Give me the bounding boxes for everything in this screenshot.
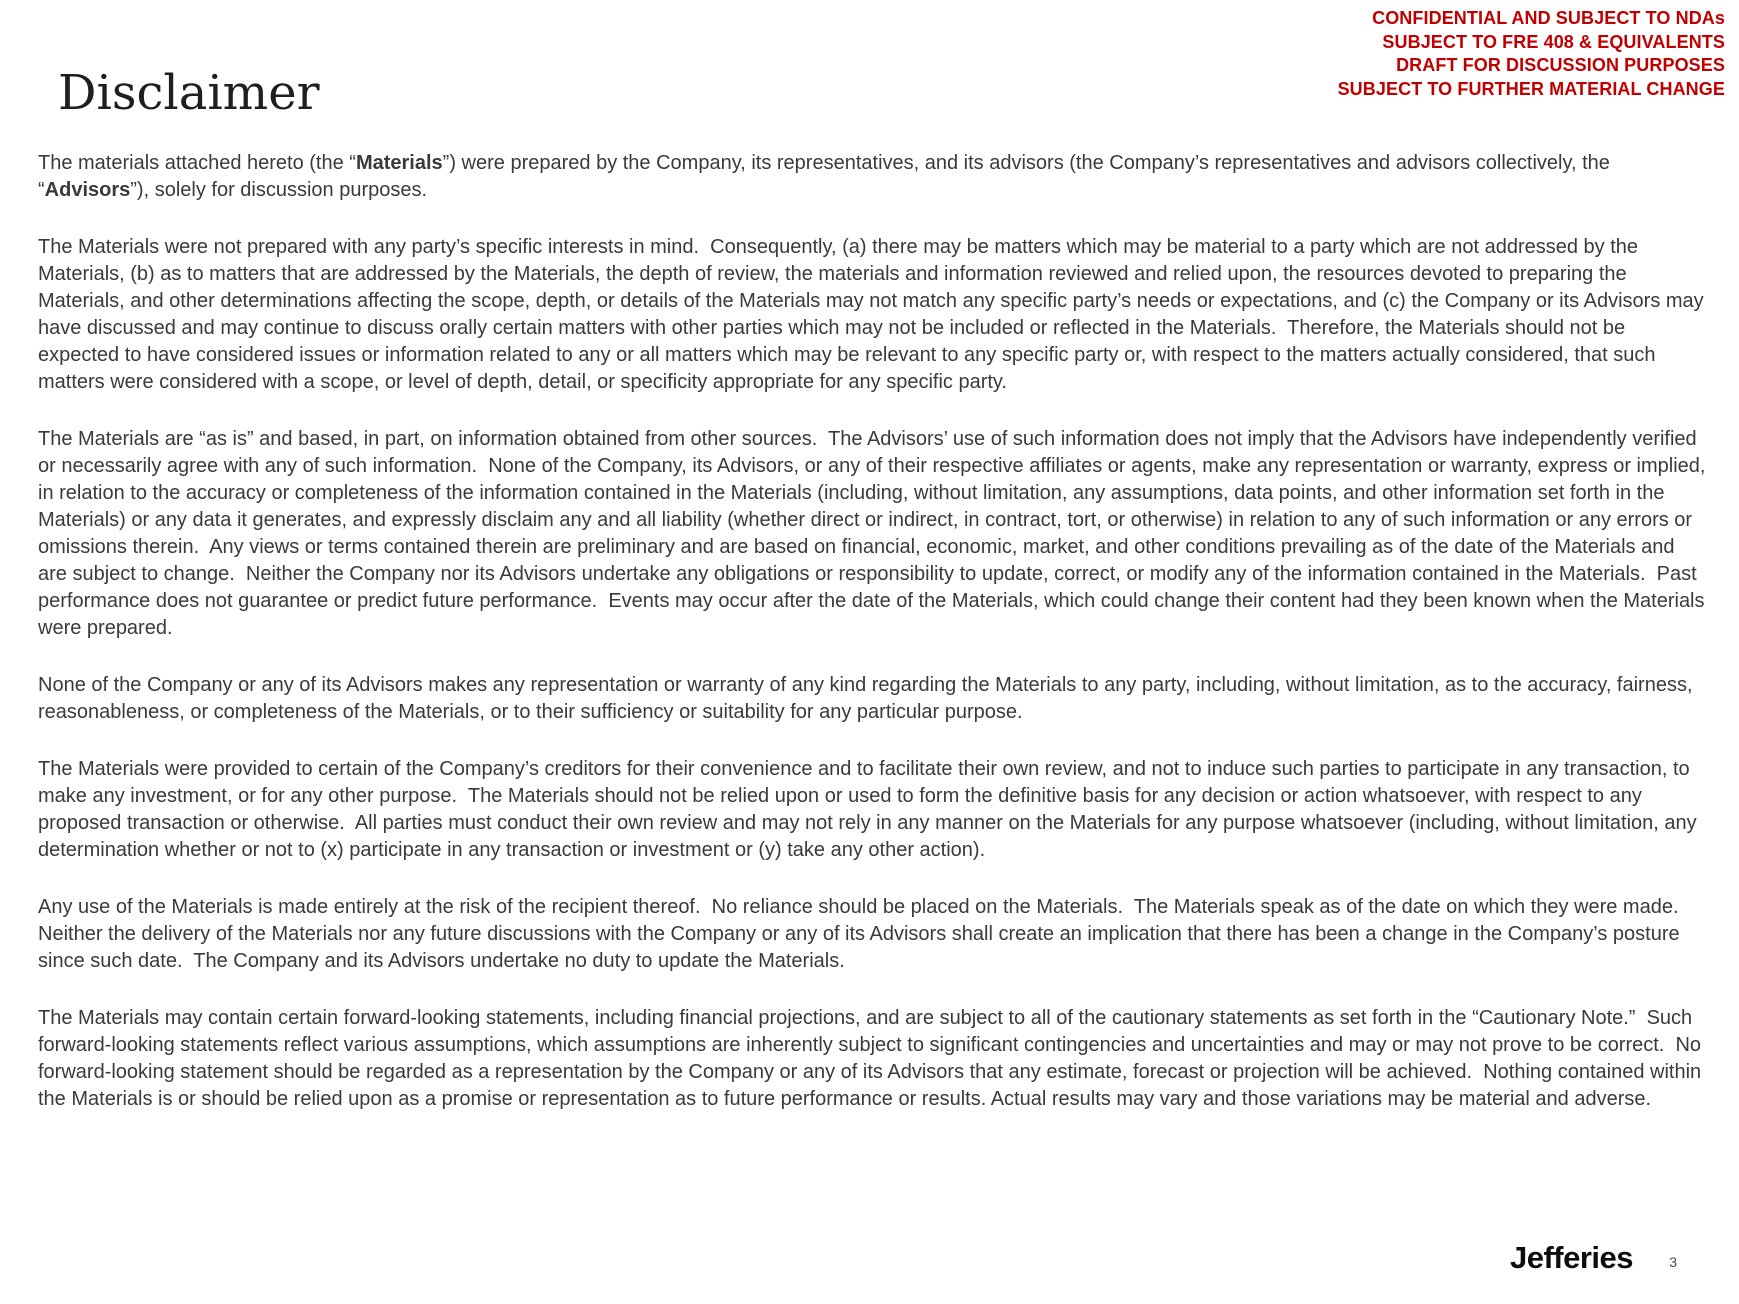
paragraph: Any use of the Materials is made entirely at the risk of the recipient thereof. No reliance should be placed on the Materials. The Materials speak as of the date on which they were made. Neither the delivery of the Materials nor any future discussions with the Company or any of its Advisors shall create an implication that there has been a change in the Company’s posture since such date. The Company and its Advisors undertake no duty to update the Materials.: [38, 896, 1690, 972]
classification-line: CONFIDENTIAL AND SUBJECT TO NDAs: [1372, 8, 1725, 28]
jefferies-logo: Jefferies: [1509, 1240, 1633, 1275]
disclaimer-body: [38, 150, 1712, 1143]
paragraph: The materials attached hereto (the “Materials”) were prepared by the Company, its representatives, and its advisors (the Company’s representatives and advisors collectively, the “Advisors”), solely for discussion purposes.: [38, 152, 1616, 201]
paragraph: The Materials are “as is” and based, in part, on information obtained from other sources. The Advisors’ use of such information does not imply that the Advisors have independently verified or necessarily agree with any of such information. None of the Company, its Advisors, or any of their respective affiliates or agents, make any representation or warranty, express or implied, in relation to the accuracy or completeness of the information contained in the Materials (including, without limitation, any assumptions, data points, and other information set forth in the Materials) or any data it generates, and expressly disclaim any and all liability (whether direct or indirect, in contract, tort, or otherwise) in relation to any of such information or any errors or omissions therein. Any views or terms contained therein are preliminary and are based on financial, economic, market, and other conditions prevailing as of the date of the Materials and are subject to change. Neither the Company nor its Advisors undertake any obligations or responsibility to update, correct, or modify any of the information contained in the Materials. Past performance does not guarantee or predict future performance. Events may occur after the date of the Materials, which could change their content had they been known when the Materials were prepared.: [38, 428, 1712, 639]
paragraph: None of the Company or any of its Advisors makes any representation or warranty of any kind regarding the Materials to any party, including, without limitation, as to the accuracy, fairness, reasonableness, or completeness of the Materials, or to their sufficiency or suitability for any particular purpose.: [38, 674, 1699, 723]
paragraph: The Materials may contain certain forward-looking statements, including financial projections, and are subject to all of the cautionary statements as set forth in the “Cautionary Note.” Such forward-looking statements reflect various assumptions, which assumptions are inherently subject to significant contingencies and uncertainties and may or may not prove to be correct. No forward-looking statement should be regarded as a representation by the Company or any of its Advisors that any estimate, forecast or projection will be achieved. Nothing contained within the Materials is or should be relied upon as a promise or representation as to future performance or results. Actual results may vary and those variations may be material and adverse.: [38, 1007, 1707, 1110]
classification-block: [1338, 7, 1725, 101]
classification-line: SUBJECT TO FRE 408 & EQUIVALENTS: [1382, 31, 1725, 52]
classification-line: SUBJECT TO FURTHER MATERIAL CHANGE: [1337, 78, 1725, 99]
classification-line: DRAFT FOR DISCUSSION PURPOSES: [1396, 55, 1725, 75]
paragraph: The Materials were not prepared with any party’s specific interests in mind. Consequently, (a) there may be matters which may be material to a party which are not addressed by the Materials, (b) as to matters that are addressed by the Materials, the depth of review, the materials and information reviewed and relied upon, the resources devoted to preparing the Materials, and other determinations affecting the scope, depth, or details of the Materials may not match any specific party’s needs or expectations, and (c) the Company or its Advisors may have discussed and may continue to discuss orally certain matters with other parties which may not be included or reflected in the Materials. Therefore, the Materials should not be expected to have considered issues or information related to any or all matters which may be relevant to any specific party or, with respect to the matters actually considered, that such matters were considered with a scope, or level of depth, detail, or specificity appropriate for any specific party.: [38, 236, 1710, 393]
page-number: 3: [1669, 1254, 1677, 1270]
page-title: Disclaimer: [58, 65, 320, 121]
paragraph: The Materials were provided to certain of the Company’s creditors for their convenience and to facilitate their own review, and not to induce such parties to participate in any transaction, to make any investment, or for any other purpose. The Materials should not be relied upon or used to form the definitive basis for any decision or action whatsoever, with respect to any proposed transaction or otherwise. All parties must conduct their own review and may not rely in any manner on the Materials for any purpose whatsoever (including, without limitation, any determination whether or not to (x) participate in any transaction or investment or (y) take any other action).: [38, 758, 1703, 861]
